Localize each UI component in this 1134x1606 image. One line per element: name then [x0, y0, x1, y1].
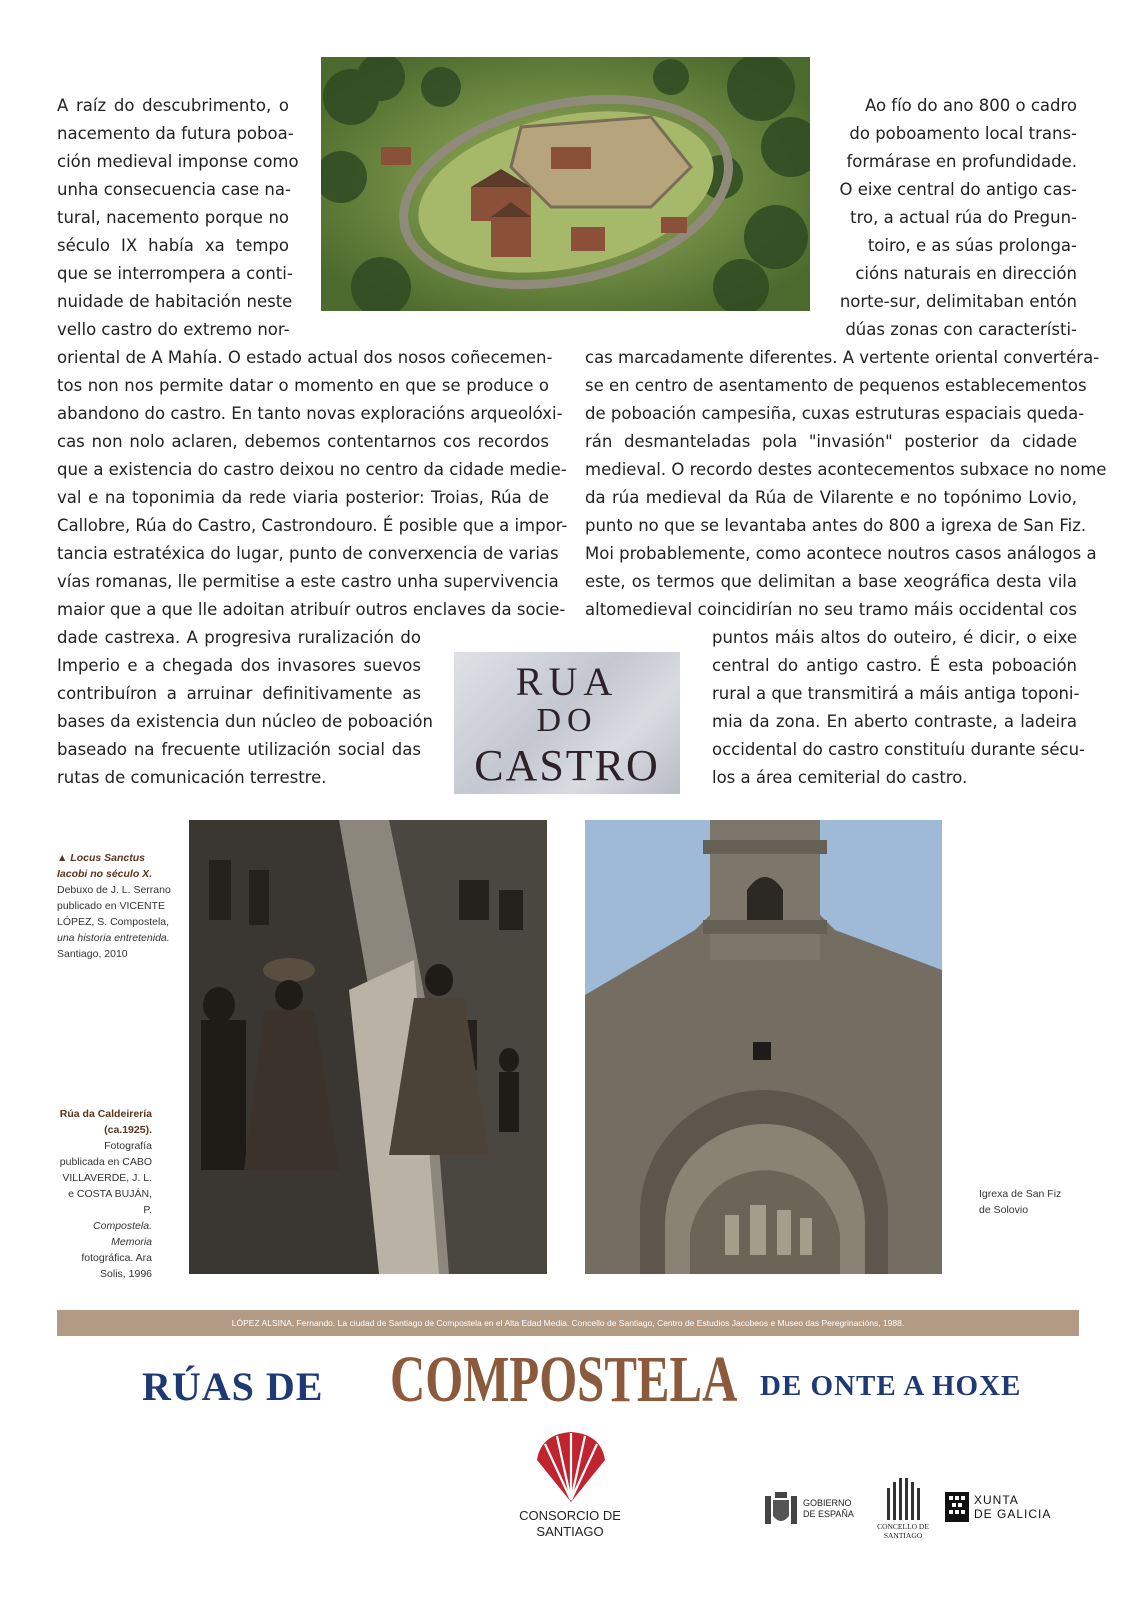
text-line: ción medieval imponse como — [57, 152, 299, 171]
sign-line-2: DO — [536, 702, 598, 739]
caption-title: Rúa da Caldeirería — [59, 1108, 152, 1120]
text-line: bases da existencia dun núcleo de poboación — [57, 712, 433, 731]
caption-title: (ca.1925). — [104, 1124, 152, 1136]
text-line: cas non nolo aclaren, debemos contentarnos cos recordos — [57, 432, 549, 451]
text-line: do poboamento local trans- — [849, 124, 1077, 143]
title-part-1: RÚAS DE — [142, 1364, 324, 1409]
consorcio-line-1: CONSORCIO DE — [519, 1508, 621, 1523]
text-line: dúas zonas con característi- — [845, 320, 1077, 339]
caption-line: Fotografía — [104, 1140, 152, 1152]
caption-line: una historia entretenida. — [57, 932, 170, 944]
text-line: rural a que transmitirá a máis antiga toponi- — [712, 684, 1080, 703]
reference-text: LÓPEZ ALSINA, Fernando. La ciudad de Santiago de Compostela en el Alta Edad Media. Concello de Santiago, Centro de Estudios Jacobeos e Museo das Peregrinacións, 1988. — [231, 1318, 905, 1328]
text-line: rán desmanteladas pola "invasión" posterior da cidade — [585, 432, 1077, 451]
gobierno-line-1: GOBIERNO — [803, 1498, 852, 1508]
sign-line-3: CASTRO — [474, 741, 660, 790]
text-line: O eixe central do antigo cas- — [839, 180, 1077, 199]
concello-logo — [868, 1478, 938, 1544]
caption-line: Compostela. — [93, 1220, 152, 1232]
caption-line: Santiago, 2010 — [57, 948, 128, 960]
coat-of-arms-icon — [763, 1490, 799, 1530]
text-line: da rúa medieval da Rúa de Vilarente e no topónimo Lovio, — [585, 488, 1077, 507]
caption-illustration — [57, 850, 187, 962]
text-line: vello castro do extremo nor- — [57, 320, 290, 339]
left-column-middle — [57, 344, 568, 624]
text-line: Imperio e a chegada dos invasores suevos — [57, 656, 421, 675]
text-line: tancia estratéxica do lugar, punto de converxencia de varias — [57, 544, 559, 563]
gobierno-logo — [763, 1490, 863, 1530]
text-line: central do antigo castro. É esta poboación — [712, 656, 1077, 675]
text-line: cas marcadamente diferentes. A vertente oriental convertéra- — [585, 348, 1100, 367]
text-line: norte-sur, delimitaban entón — [839, 292, 1077, 311]
caption-line: VILLAVERDE, J. L. — [62, 1172, 152, 1184]
text-line: nuidade de habitación neste — [57, 292, 293, 311]
text-line: cións naturais en dirección — [855, 264, 1077, 283]
caption-line: Memoria — [111, 1236, 152, 1248]
text-line: Moi probablemente, como acontece noutros casos análogos a — [585, 544, 1097, 563]
consorcio-logo — [505, 1430, 635, 1550]
caption-title: ▲ Locus Sanctus — [57, 852, 145, 864]
text-line: dade castrexa. A progresiva ruralización do — [57, 628, 421, 647]
text-line: abandono do castro. En tanto novas exploracións arqueolóxi- — [57, 404, 563, 423]
caption-line: de Solovio — [979, 1204, 1029, 1216]
caption-line: Solis, 1996 — [100, 1268, 152, 1280]
xunta-line-2: DE GALICIA — [974, 1507, 1052, 1521]
text-line: occidental do castro constituíu durante sécu- — [712, 740, 1086, 759]
reference-band — [57, 1310, 1079, 1336]
text-line: toiro, e as súas prolonga- — [867, 236, 1077, 255]
text-line: baseado na frecuente utilización social das — [57, 740, 421, 759]
text-line: este, os termos que delimitan a base xeográfica desta vila — [585, 572, 1077, 591]
galicia-shield-icon — [945, 1492, 969, 1522]
caldeireria-photo — [189, 820, 547, 1274]
caption-line: LÓPEZ, S. Compostela, — [57, 916, 170, 928]
text-line: tos non nos permite datar o momento en que se produce o — [57, 376, 549, 395]
text-line: mia da zona. En aberto contraste, a ladeira — [712, 712, 1077, 731]
text-line: contribuíron a arruinar definitivamente as — [57, 684, 421, 703]
text-line: punto no que se levantaba antes do 800 a igrexa de San Fiz. — [585, 516, 1087, 535]
right-column-top — [835, 92, 1077, 344]
text-line: nacemento da futura poboa- — [57, 124, 294, 143]
street-sign-image — [454, 652, 680, 794]
text-line: Ao fío do ano 800 o cadro — [864, 96, 1077, 115]
text-line: de poboación campesiña, cuxas estruturas espaciais queda- — [585, 404, 1085, 423]
text-line: Callobre, Rúa do Castro, Castrondouro. É posible que a impor- — [57, 516, 568, 535]
scallop-shell-icon — [531, 1430, 611, 1504]
text-line: A raíz do descubrimento, o — [57, 96, 289, 115]
text-line: vías romanas, lle permitise a este castro unha supervivencia — [57, 572, 559, 591]
gobierno-line-2: DE ESPAÑA — [803, 1509, 854, 1519]
text-line: se en centro de asentamento de pequenos establecementos — [585, 376, 1087, 395]
concello-line-2: SANTIAGO — [883, 1531, 923, 1540]
text-line: formárase en profundidade. — [846, 152, 1077, 171]
text-line: oriental de A Mahía. O estado actual dos nosos coñecemen- — [57, 348, 553, 367]
text-line: los a área cemiterial do castro. — [712, 768, 968, 787]
xunta-logo — [945, 1490, 1065, 1526]
text-line: que a existencia do castro deixou no centro da cidade medie- — [57, 460, 567, 479]
left-column-top — [57, 92, 299, 344]
text-line: século IX había xa tempo — [57, 236, 289, 255]
text-line: medieval. O recordo destes acontecementos subxace no nome — [585, 460, 1107, 479]
caption-line: Debuxo de J. L. Serrano — [57, 884, 171, 896]
title-part-3: DE ONTE A HOXE — [760, 1370, 1022, 1402]
caption-title: Iacobi no século X. — [57, 868, 153, 880]
caption-line: fotográfica. Ara — [81, 1252, 152, 1264]
sign-line-1: RUA — [515, 659, 619, 704]
consorcio-line-2: SANTIAGO — [536, 1524, 604, 1539]
text-line: tural, nacemento porque no — [57, 208, 289, 227]
caption-line: publicado en VICENTE — [57, 900, 165, 912]
concello-line-1: CONCELLO DE — [877, 1522, 929, 1531]
right-column-bottom — [712, 624, 1086, 792]
left-column-bottom — [57, 624, 433, 792]
text-line: tro, a actual rúa do Pregun- — [850, 208, 1077, 227]
text-line: rutas de comunicación terrestre. — [57, 768, 327, 787]
text-line: que se interrompera a conti- — [57, 264, 293, 283]
text-line: puntos máis altos do outeiro, é dicir, o eixe — [712, 628, 1077, 647]
caption-caldeireria — [57, 1106, 152, 1282]
caption-line: Igrexa de San Fiz — [979, 1188, 1062, 1200]
xunta-line-1: XUNTA — [974, 1493, 1019, 1507]
title-part-2: COMPOSTELA — [390, 1343, 738, 1416]
caption-line: e COSTA BUJÁN, P. — [68, 1188, 152, 1216]
cathedral-icon — [883, 1478, 923, 1520]
caption-line: publicada en CABO — [59, 1156, 152, 1168]
text-line: maior que a que lle adoitan atribuír outros enclaves da socie- — [57, 600, 566, 619]
castro-illustration — [321, 57, 810, 311]
caption-church — [979, 1186, 1089, 1218]
text-line: unha consecuencia case na- — [57, 180, 291, 199]
text-line: val e na toponimia da rede viaria posterior: Troias, Rúa de — [57, 488, 549, 507]
right-column-middle — [585, 344, 1107, 624]
church-photo — [585, 820, 942, 1274]
text-line: altomedieval coincidirían no seu tramo máis occidental cos — [585, 600, 1077, 619]
